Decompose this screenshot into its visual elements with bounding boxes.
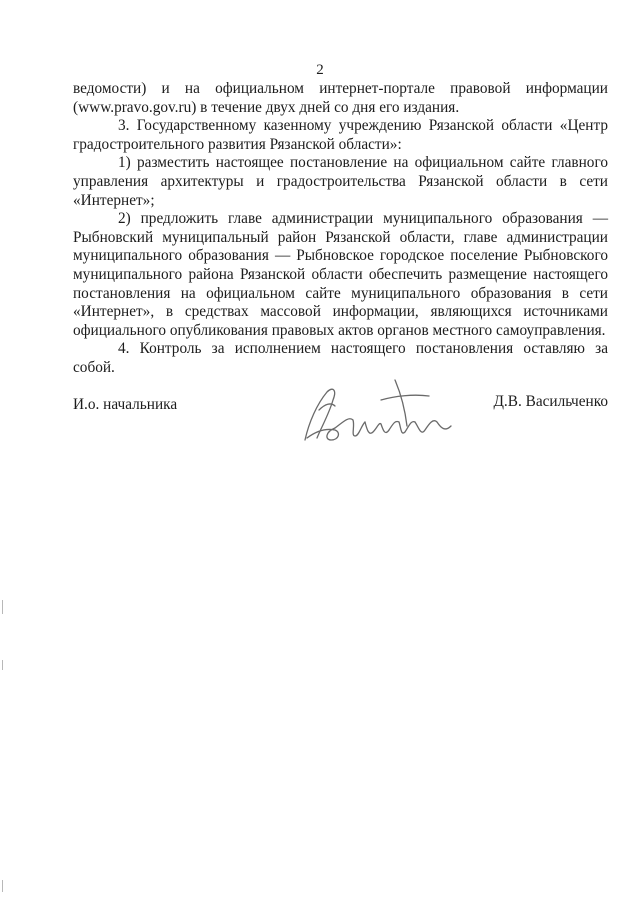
paragraph-continuation: ведомости) и на официальном интернет-портале правовой информации (www.pravo.gov.ru) в течение двух дней со дня его издания. (73, 80, 608, 116)
document-body (73, 80, 608, 378)
scan-margin-artifact (2, 880, 3, 892)
scan-margin-artifact (2, 600, 3, 614)
signature-block (73, 388, 608, 448)
paragraph-item-3: 3. Государственному казенному учреждению Рязанской области «Центр градостроительного развития Рязанской области»: (73, 117, 608, 153)
handwritten-signature (295, 370, 465, 450)
paragraph-subitem-1: 1) разместить настоящее постановление на официальном сайте главного управления архитектуры и градостроительства Рязанской области в сети «Интернет»; (73, 154, 608, 209)
signer-role: И.о. начальника (73, 396, 178, 413)
paragraph-subitem-2: 2) предложить главе администрации муниципального образования — Рыбновский муниципальный район Рязанской области, главе администрации муниципального образования — Рыбновское городское поселение Рыбновского муниципального района Рязанской области обеспечить размещение настоящего постановления на официальном сайте муниципального образования в сети «Интернет», в средствах массовой информации, являющихся источниками официального опубликования правовых актов органов местного самоуправления. (73, 210, 608, 339)
signer-name: Д.В. Васильченко (493, 393, 608, 410)
scan-margin-artifact (2, 660, 3, 670)
page-number: 2 (316, 62, 324, 78)
paragraph-item-4: 4. Контроль за исполнением настоящего постановления оставляю за собой. (73, 340, 608, 376)
